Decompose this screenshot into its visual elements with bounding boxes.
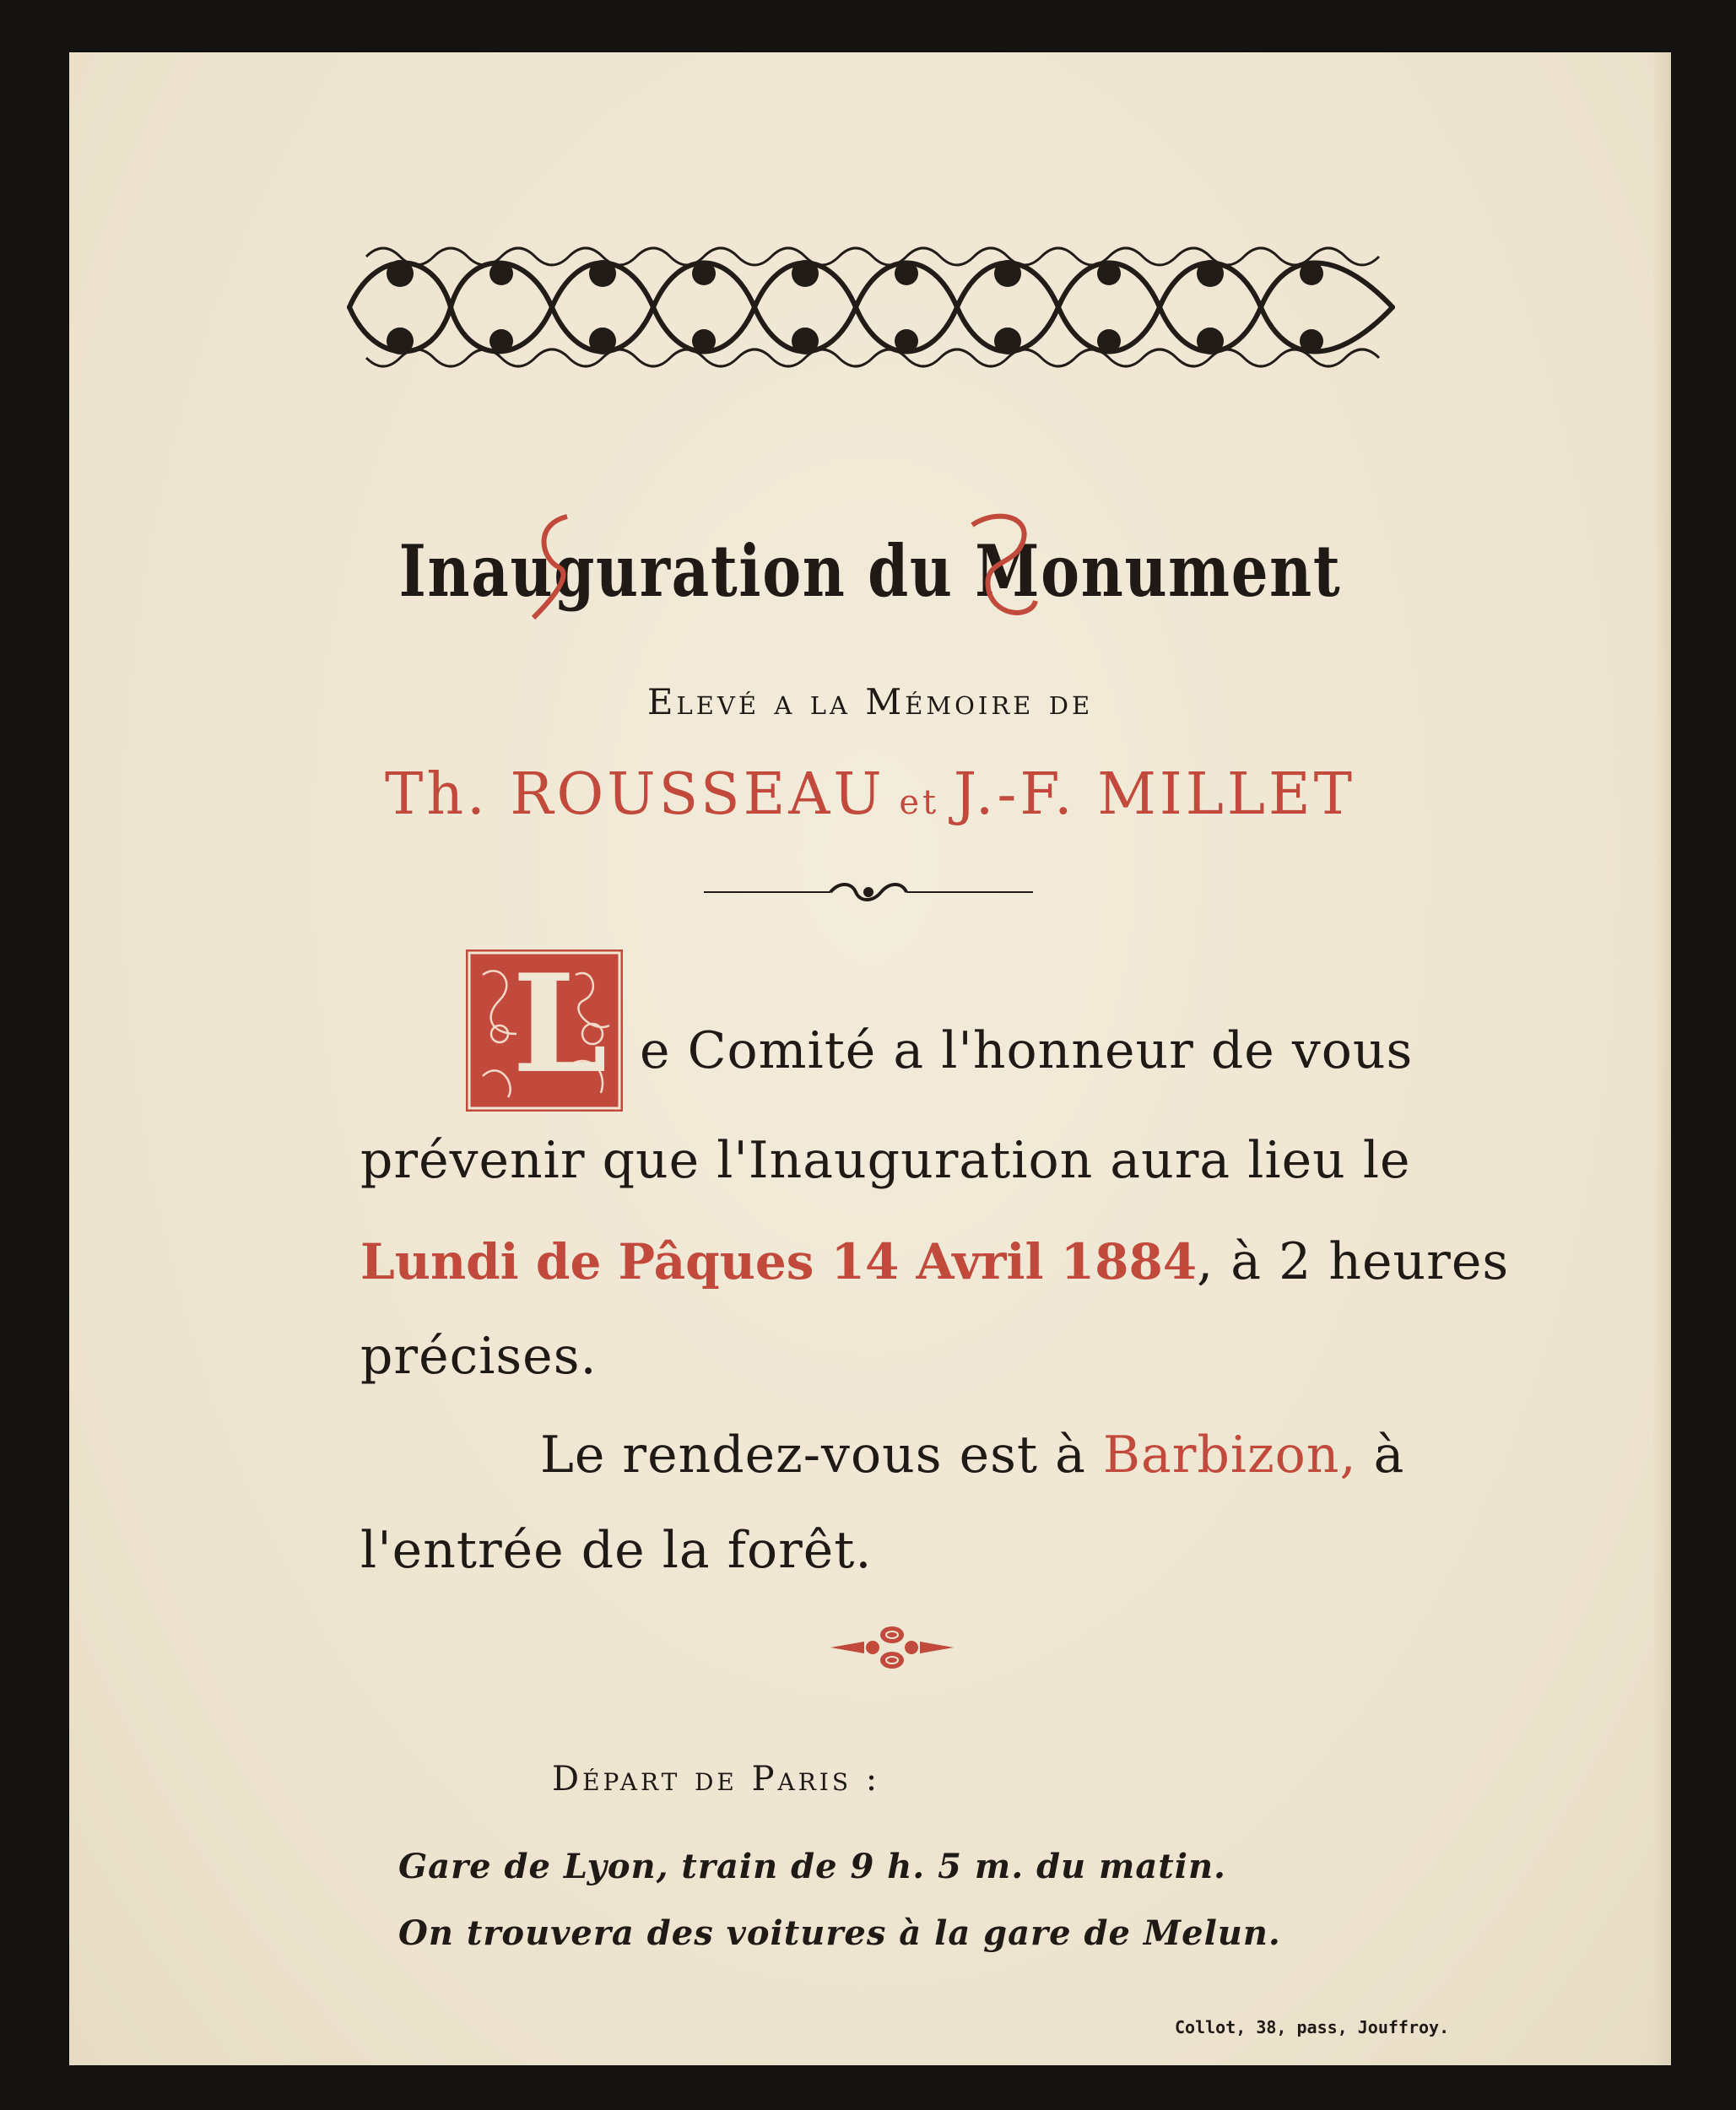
dropcap-letter: L	[512, 944, 608, 1103]
paragraph2-line1	[540, 1426, 1404, 1485]
rendezvous-end: à	[1356, 1426, 1405, 1485]
dropcap-block	[466, 944, 623, 1112]
scroll-divider	[704, 875, 1033, 909]
paragraph1-line2: prévenir que l'Inauguration aura lieu le	[360, 1131, 1411, 1190]
fleuron	[830, 1618, 954, 1677]
paragraph2-line2: l'entrée de la forêt.	[360, 1521, 873, 1580]
name-millet: J.-F. MILLET	[953, 761, 1356, 828]
paragraph1-line1: e Comité a l'honneur de vous	[640, 1021, 1414, 1080]
departure-heading: Départ de Paris :	[552, 1760, 881, 1799]
time-text: , à 2 heures	[1197, 1232, 1510, 1291]
monument-initial-flourish	[964, 508, 1040, 626]
paragraph1-line4: précises.	[360, 1327, 598, 1386]
place-barbizon: Barbizon,	[1102, 1426, 1357, 1485]
rendezvous-text: Le rendez-vous est à	[540, 1426, 1103, 1485]
departure-line2: On trouvera des voitures à la gare de Melun.	[398, 1913, 1281, 1953]
deckle-edge	[1652, 52, 1671, 2065]
title-text: Inauguration du	[398, 529, 976, 613]
invitation-title	[214, 529, 1527, 613]
floral-scroll-band	[341, 231, 1401, 383]
title-monument: Monument	[975, 529, 1342, 613]
honorees-names	[69, 761, 1671, 828]
title-initial-flourish	[525, 508, 584, 626]
subtitle: Elevé a la Mémoire de	[646, 681, 1094, 722]
name-rousseau: Th. ROUSSEAU	[384, 761, 885, 828]
invitation-card	[69, 52, 1671, 2065]
departure-line1: Gare de Lyon, train de 9 h. 5 m. du matin.	[398, 1847, 1226, 1886]
names-connector: et	[884, 783, 954, 822]
date-highlight: Lundi de Pâques 14 Avril 1884	[360, 1233, 1198, 1290]
paragraph1-line3	[360, 1232, 1509, 1291]
printer-credit: Collot, 38, pass, Jouffroy.	[1175, 2017, 1450, 2037]
